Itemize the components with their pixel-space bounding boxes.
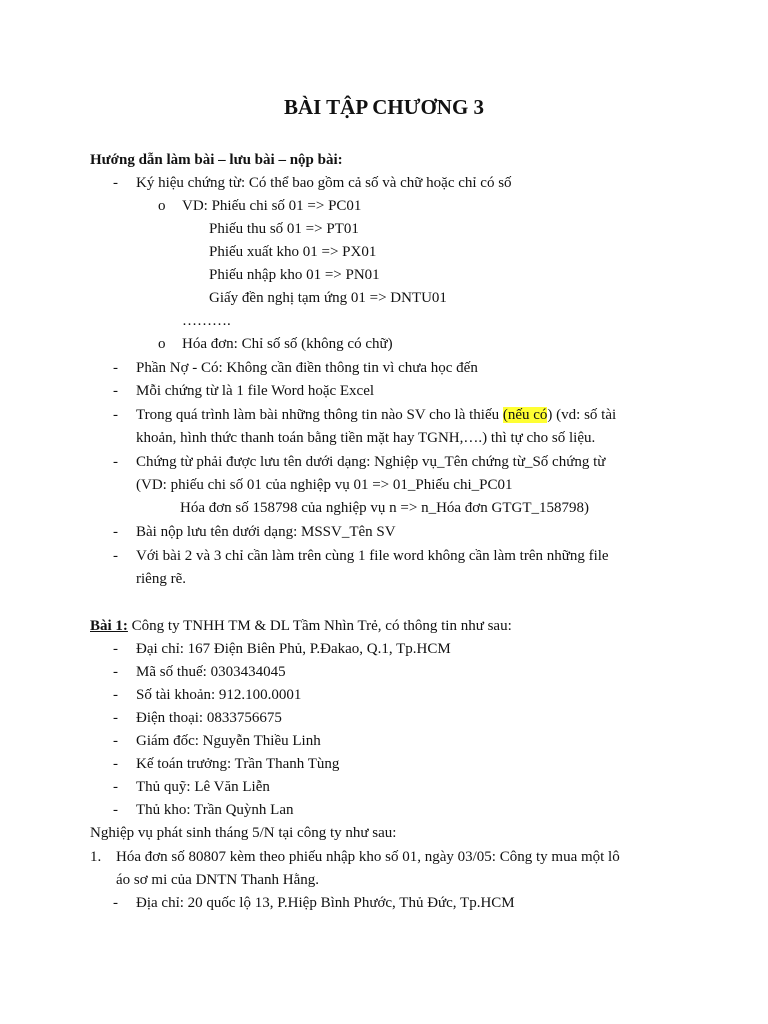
bullet-dash: - (113, 779, 118, 795)
missing-info-text-end: ) (vd: số tài (547, 407, 617, 423)
guide-item-naming-example: (VD: phiếu chi số 01 của nghiệp vụ 01 => 01_Phiếu chi_PC01 (136, 477, 513, 493)
bullet-dash: - (113, 360, 118, 376)
bullet-circle: o (158, 198, 166, 214)
supplier-address: Địa chỉ: 20 quốc lộ 13, P.Hiệp Bình Phước, Thủ Đức, Tp.HCM (136, 895, 515, 911)
guide-item-missing-info (136, 405, 616, 425)
example-export: Phiếu xuất kho 01 => PX01 (209, 244, 377, 260)
transaction-number: 1. (90, 849, 102, 865)
bullet-dash: - (113, 710, 118, 726)
page-title: BÀI TẬP CHƯƠNG 3 (283, 95, 485, 119)
bullet-dash: - (113, 756, 118, 772)
bullet-dash: - (113, 802, 118, 818)
example-advance: Giấy đền nghị tạm ứng 01 => DNTU01 (209, 290, 447, 306)
guide-item-same-file: Với bài 2 và 3 chỉ cần làm trên cùng 1 file word không cần làm trên những file (136, 548, 609, 564)
example-receipt: Phiếu thu số 01 => PT01 (209, 221, 359, 237)
guide-item-debit-credit: Phần Nợ - Có: Không cần điền thông tin vì chưa học đến (136, 360, 478, 376)
bullet-dash: - (113, 454, 118, 470)
bullet-dash: - (113, 733, 118, 749)
bullet-dash: - (113, 641, 118, 657)
bullet-dash: - (113, 664, 118, 680)
company-chief-accountant: Kế toán trưởng: Trần Thanh Tùng (136, 756, 340, 772)
example-invoice: Hóa đơn: Chỉ số số (không có chữ) (182, 336, 393, 352)
guide-heading: Hướng dẫn làm bài – lưu bài – nộp bài: (90, 152, 343, 168)
company-phone: Điện thoại: 0833756675 (136, 710, 282, 726)
example-payment: VD: Phiếu chi số 01 => PC01 (182, 198, 362, 214)
example-import: Phiếu nhập kho 01 => PN01 (209, 267, 380, 283)
guide-item-naming-example-2: Hóa đơn số 158798 của nghiệp vụ n => n_Hóa đơn GTGT_158798) (180, 500, 589, 516)
bullet-dash: - (113, 407, 118, 423)
company-account: Số tài khoản: 912.100.0001 (136, 687, 302, 703)
bullet-dash: - (113, 175, 118, 191)
bullet-dash: - (113, 383, 118, 399)
guide-item-same-file-cont: riêng rẽ. (136, 571, 186, 587)
bullet-dash: - (113, 524, 118, 540)
company-storekeeper: Thủ kho: Trần Quỳnh Lan (136, 802, 294, 818)
guide-item-symbol: Ký hiệu chứng từ: Có thể bao gồm cả số và chữ hoặc chỉ có số (136, 175, 512, 191)
bullet-dash: - (113, 895, 118, 911)
highlighted-text: (nếu có (502, 407, 548, 423)
bullet-circle: o (158, 336, 166, 352)
guide-item-missing-info-cont: khoản, hình thức thanh toán bằng tiền mặt hay TGNH,….) thì tự cho số liệu. (136, 430, 596, 446)
exercise-1-label: Bài 1: (90, 618, 128, 634)
exercise-1-heading (90, 616, 512, 636)
missing-info-text: Trong quá trình làm bài những thông tin nào SV cho là thiếu (136, 407, 503, 423)
guide-item-naming: Chứng từ phải được lưu tên dưới dạng: Nghiệp vụ_Tên chứng từ_Số chứng từ (136, 454, 606, 470)
bullet-dash: - (113, 548, 118, 564)
exercise-1-intro: Công ty TNHH TM & DL Tầm Nhìn Trẻ, có thông tin như sau: (127, 618, 512, 634)
guide-item-submit: Bài nộp lưu tên dưới dạng: MSSV_Tên SV (136, 524, 396, 540)
company-cashier: Thủ quỹ: Lê Văn Liễn (136, 779, 270, 795)
transaction-1: Hóa đơn số 80807 kèm theo phiếu nhập kho số 01, ngày 03/05: Công ty mua một lô (116, 849, 620, 865)
bullet-dash: - (113, 687, 118, 703)
example-ellipsis: ………. (182, 313, 231, 329)
company-address: Đại chỉ: 167 Điện Biên Phủ, P.Đakao, Q.1, Tp.HCM (136, 641, 451, 657)
transactions-intro: Nghiệp vụ phát sinh tháng 5/N tại công ty như sau: (90, 825, 397, 841)
company-tax-code: Mã số thuế: 0303434045 (136, 664, 286, 680)
guide-item-file: Mỗi chứng từ là 1 file Word hoặc Excel (136, 383, 375, 399)
transaction-1-cont: áo sơ mi của DNTN Thanh Hằng. (116, 872, 320, 888)
company-director: Giám đốc: Nguyễn Thiều Linh (136, 733, 321, 749)
